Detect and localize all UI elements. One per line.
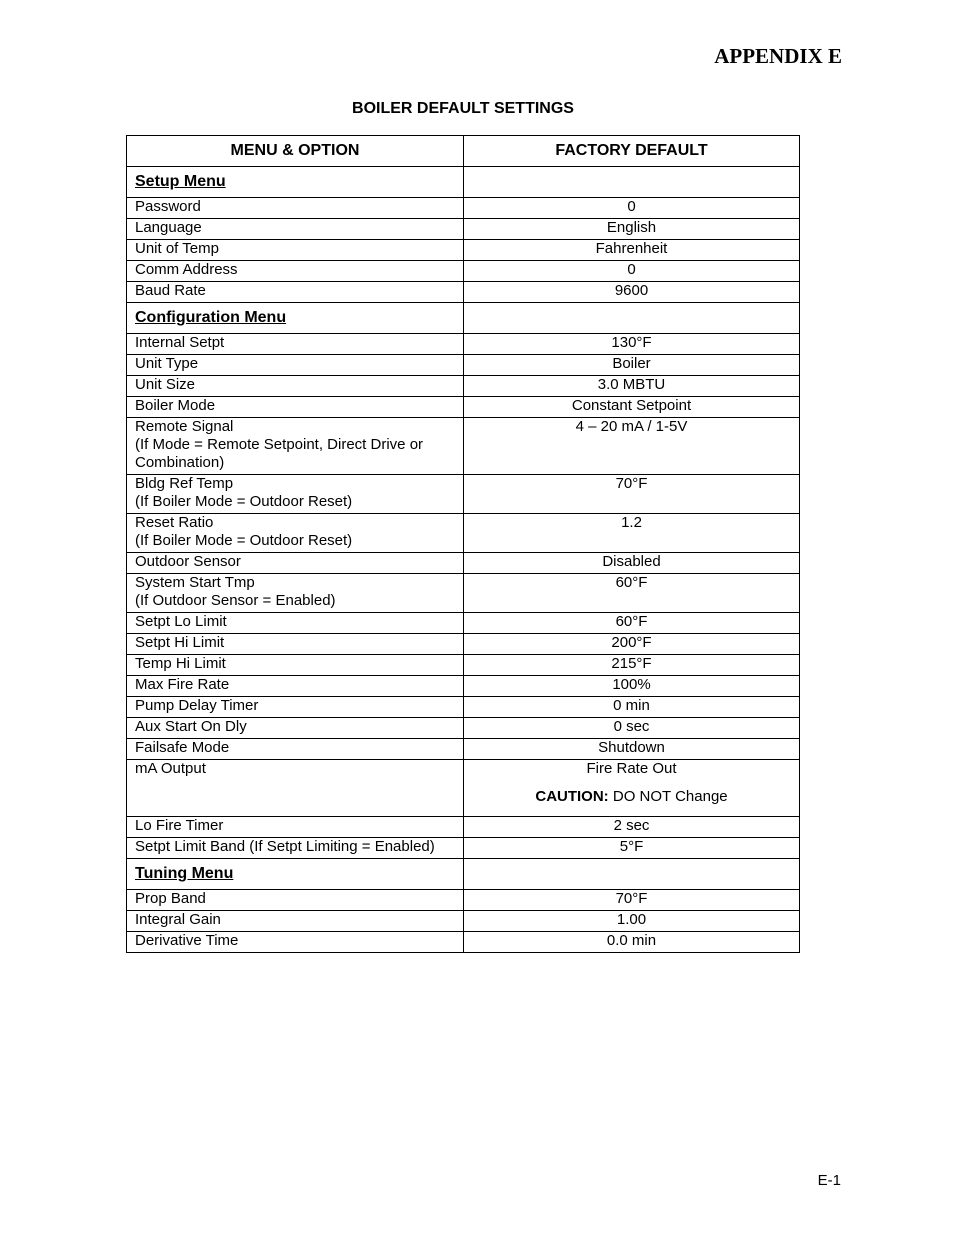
- default-value: 9600: [614, 282, 649, 299]
- option-condition: (If Outdoor Sensor = Enabled): [135, 592, 336, 609]
- option-label: Outdoor Sensor: [135, 553, 241, 570]
- default-value: Fahrenheit: [595, 240, 668, 257]
- default-value: 1.2: [621, 514, 642, 531]
- column-header-factory-default: FACTORY DEFAULT: [464, 136, 800, 167]
- table-row: [127, 261, 800, 282]
- option-label: Unit of Temp: [135, 240, 219, 257]
- option-label: Prop Band: [135, 890, 206, 907]
- option-label: Unit Size: [135, 376, 196, 393]
- option-label: Failsafe Mode: [135, 739, 230, 756]
- option-label: Pump Delay Timer: [135, 697, 259, 714]
- table-row: [127, 890, 800, 911]
- column-header-menu-option: MENU & OPTION: [127, 136, 464, 167]
- option-condition: (If Boiler Mode = Outdoor Reset): [135, 493, 353, 510]
- table-row: [127, 376, 800, 397]
- default-value: 200°F: [611, 634, 652, 651]
- table-row: [127, 676, 800, 697]
- option-label: Integral Gain: [135, 911, 221, 928]
- table-row: [127, 817, 800, 838]
- section-title: Setup Menu: [135, 173, 226, 190]
- option-label: Temp Hi Limit: [135, 655, 226, 672]
- table-row: [127, 655, 800, 676]
- option-label: Password: [135, 198, 201, 215]
- page-number: E-1: [817, 1172, 841, 1189]
- table-row: [127, 355, 800, 376]
- default-value: Fire Rate Out: [586, 760, 677, 777]
- option-label: Max Fire Rate: [135, 676, 230, 693]
- table-row: [127, 634, 800, 655]
- table-row: [127, 418, 800, 475]
- section-row-configuration-menu: [127, 303, 800, 334]
- option-label: Derivative Time: [135, 932, 239, 949]
- default-value: 100%: [612, 676, 651, 693]
- table-row: [127, 911, 800, 932]
- table-row: [127, 282, 800, 303]
- table-row: [127, 514, 800, 553]
- table-row: [127, 240, 800, 261]
- option-label: Internal Setpt: [135, 334, 225, 351]
- option-label: System Start Tmp: [135, 574, 255, 591]
- default-value: 0: [627, 261, 636, 278]
- option-label: Setpt Limit Band (If Setpt Limiting = Enabled): [135, 838, 435, 855]
- default-value: 4 – 20 mA / 1-5V: [575, 418, 688, 435]
- option-label: Setpt Lo Limit: [135, 613, 227, 630]
- option-label: Unit Type: [135, 355, 199, 372]
- option-label: Setpt Hi Limit: [135, 634, 225, 651]
- caution-text: DO NOT Change: [608, 788, 728, 805]
- default-value: 5°F: [619, 838, 644, 855]
- table-row: [127, 475, 800, 514]
- caution-label: CAUTION:: [535, 788, 609, 805]
- table-row: [127, 219, 800, 240]
- caution-note: [472, 788, 791, 806]
- option-label: Reset Ratio: [135, 514, 214, 531]
- default-value: 60°F: [615, 574, 648, 591]
- boiler-default-settings-table: [126, 135, 800, 953]
- option-condition: (If Boiler Mode = Outdoor Reset): [135, 532, 353, 549]
- table-row: [127, 553, 800, 574]
- default-value: 1.00: [616, 911, 647, 928]
- option-label: Aux Start On Dly: [135, 718, 247, 735]
- section-title: Configuration Menu: [135, 309, 287, 326]
- option-condition: (If Mode = Remote Setpoint, Direct Drive or: [135, 436, 424, 453]
- table-row: [127, 718, 800, 739]
- option-condition: Combination): [135, 454, 225, 471]
- appendix-heading: APPENDIX E: [714, 44, 842, 68]
- default-value: 0: [627, 198, 636, 215]
- table-row: [127, 613, 800, 634]
- table-row: [127, 932, 800, 953]
- default-value: Shutdown: [598, 739, 665, 756]
- table-header-row: [127, 136, 800, 167]
- default-value: 0 min: [613, 697, 650, 714]
- default-value: 70°F: [615, 475, 648, 492]
- option-label: mA Output: [135, 760, 206, 777]
- option-label: Boiler Mode: [135, 397, 216, 414]
- option-label: Lo Fire Timer: [135, 817, 224, 834]
- option-label: Comm Address: [135, 261, 238, 278]
- default-value: 2 sec: [613, 817, 650, 834]
- option-label: Baud Rate: [135, 282, 206, 299]
- table-row: [127, 838, 800, 859]
- default-value: 60°F: [615, 613, 648, 630]
- default-value: Constant Setpoint: [571, 397, 692, 414]
- default-value: 0.0 min: [606, 932, 657, 949]
- section-row-setup-menu: [127, 167, 800, 198]
- table-row: [127, 334, 800, 355]
- default-value: English: [606, 219, 657, 236]
- default-value: 130°F: [611, 334, 652, 351]
- default-value: 0 sec: [613, 718, 650, 735]
- default-value: Boiler: [612, 355, 651, 372]
- option-label: Remote Signal: [135, 418, 234, 435]
- option-label: Language: [135, 219, 202, 236]
- table-row: [127, 198, 800, 219]
- default-value: 70°F: [615, 890, 648, 907]
- default-value: 215°F: [611, 655, 652, 672]
- table-row: [127, 739, 800, 760]
- default-value: 3.0 MBTU: [597, 376, 666, 393]
- section-row-tuning-menu: [127, 859, 800, 890]
- table-row: [127, 697, 800, 718]
- document-title: BOILER DEFAULT SETTINGS: [352, 100, 574, 117]
- table-row: [127, 760, 800, 817]
- table-row: [127, 397, 800, 418]
- table-row: [127, 574, 800, 613]
- option-label: Bldg Ref Temp: [135, 475, 234, 492]
- default-value: Disabled: [602, 553, 661, 570]
- section-title: Tuning Menu: [135, 865, 234, 882]
